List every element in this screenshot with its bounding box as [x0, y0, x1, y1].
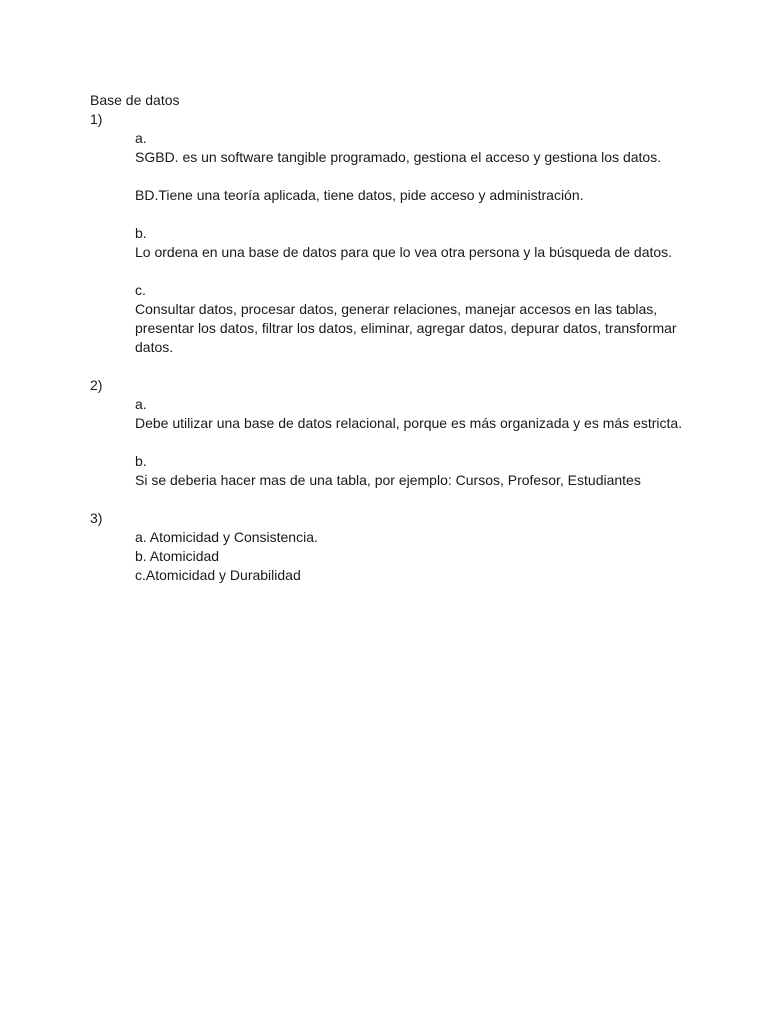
document-title: Base de datos — [90, 92, 180, 108]
blank-line — [90, 167, 710, 186]
answer-line: c.Atomicidad y Durabilidad — [135, 567, 301, 583]
answer-paragraph: SGBD. es un software tangible programado, gestiona el acceso y gestiona los datos. — [135, 149, 662, 165]
answer-line: a. Atomicidad y Consistencia. — [135, 529, 318, 545]
blank-line — [90, 490, 710, 509]
answer-paragraph: BD.Tiene una teoría aplicada, tiene datos, pide acceso y administración. — [135, 187, 584, 203]
section-number: 3) — [90, 510, 103, 526]
part-label: c. — [135, 282, 146, 298]
part-label: b. — [135, 225, 147, 241]
answer-paragraph: Debe utilizar una base de datos relacional, porque es más organizada y es más estricta. — [135, 415, 683, 431]
part-label: a. — [135, 396, 147, 412]
blank-line — [90, 357, 710, 376]
blank-line — [90, 205, 710, 224]
answer-paragraph: Lo ordena en una base de datos para que lo vea otra persona y la búsqueda de datos. — [135, 244, 673, 260]
document-page — [90, 91, 710, 585]
blank-line — [90, 433, 710, 452]
part-label: b. — [135, 453, 147, 469]
answer-paragraph: Si se deberia hacer mas de una tabla, por ejemplo: Cursos, Profesor, Estudiantes — [135, 472, 641, 488]
section-number: 2) — [90, 377, 103, 393]
blank-line — [90, 262, 710, 281]
answer-line: b. Atomicidad — [135, 548, 220, 564]
answer-paragraph: Consultar datos, procesar datos, generar relaciones, manejar accesos en las tablas, presentar los datos, filtrar los datos, eliminar, agregar datos, depurar datos, transformar datos. — [135, 301, 677, 355]
part-label: a. — [135, 130, 147, 146]
section-number: 1) — [90, 111, 103, 127]
